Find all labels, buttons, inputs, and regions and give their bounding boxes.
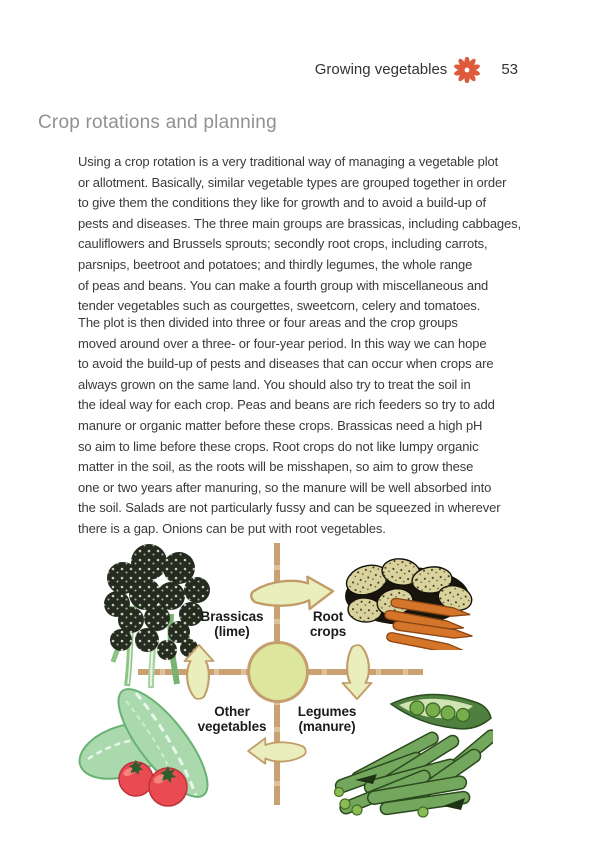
paragraph-line: manure or organic matter before these crops. Brassicas need a high pH xyxy=(78,417,483,433)
paragraph-line: one or two years after manuring, so the manure will be well absorbed into xyxy=(78,479,492,495)
courgettes-tomatoes-illustration-icon xyxy=(78,685,216,810)
crop-rotation-diagram xyxy=(0,530,600,850)
paragraph-line: The plot is then divided into three or four areas and the crop groups xyxy=(78,315,458,330)
label-legumes xyxy=(298,704,357,734)
label-line: Root xyxy=(312,609,344,624)
label-root-crops xyxy=(310,609,346,639)
paragraph-line: moved around over a three- or four-year period. In this way we can hope xyxy=(78,335,487,351)
label-line: vegetables xyxy=(197,719,267,734)
label-line: Other xyxy=(214,704,250,719)
label-other-vegetables xyxy=(198,704,267,734)
paragraph-line: there is a gap. Onions can be put with root vegetables. xyxy=(78,520,386,536)
rotation-arrow-right-icon xyxy=(340,643,374,701)
page-number: 53 xyxy=(501,61,518,78)
diagram-center-circle xyxy=(247,641,309,703)
label-line: Brassicas xyxy=(200,609,264,624)
section-heading: Crop rotations and planning xyxy=(38,112,277,133)
label-line: (manure) xyxy=(298,719,356,734)
label-line: Legumes xyxy=(297,704,357,719)
paragraph-line: so aim to lime before these crops. Root crops do not like lumpy organic xyxy=(78,438,479,454)
paragraph-2 xyxy=(78,313,500,540)
label-brassicas xyxy=(201,609,264,639)
paragraph-line: or allotment. Basically, similar vegetable types are grouped together in order xyxy=(78,174,507,190)
paragraph-line: cauliflowers and Brussels sprouts; secondly root crops, including carrots, xyxy=(78,236,488,252)
rotation-arrow-bottom-icon xyxy=(246,736,308,766)
paragraph-line: matter in the soil, as the roots will be misshapen, so aim to grow these xyxy=(78,459,474,475)
label-line: crops xyxy=(309,624,347,639)
paragraph-line: to give them the conditions they like for growth and to avoid a build-up of xyxy=(78,195,486,211)
paragraph-line: tender vegetables such as courgettes, sweetcorn, celery and tomatoes. xyxy=(78,298,481,314)
paragraph-line: pests and diseases. The three main groups are brassicas, including cabbages, xyxy=(78,215,522,231)
page-header xyxy=(0,57,518,83)
paragraph-line: to avoid the build-up of pests and diseases that can occur when crops are xyxy=(78,356,494,372)
flower-icon xyxy=(454,57,480,83)
paragraph-line: Using a crop rotation is a very traditional way of managing a vegetable plot xyxy=(78,154,499,169)
paragraph-line: the ideal way for each crop. Peas and beans are rich feeders so try to add xyxy=(78,397,495,413)
paragraph-line: of peas and beans. You can make a fourth group with miscellaneous and xyxy=(78,277,489,293)
paragraph-line: the soil. Salads are not particularly fussy and can be squeezed in wherever xyxy=(78,500,501,516)
running-header-title: Growing vegetables xyxy=(314,61,448,78)
rotation-arrow-left-icon xyxy=(182,643,216,701)
label-line: (lime) xyxy=(214,624,250,639)
paragraph-line: always grown on the same land. You should also try to treat the soil in xyxy=(78,376,471,392)
potatoes-carrots-illustration-icon xyxy=(335,552,480,650)
paragraph-1 xyxy=(78,152,521,317)
paragraph-line: parsnips, beetroot and potatoes; and thirdly legumes, the whole range xyxy=(78,256,473,272)
